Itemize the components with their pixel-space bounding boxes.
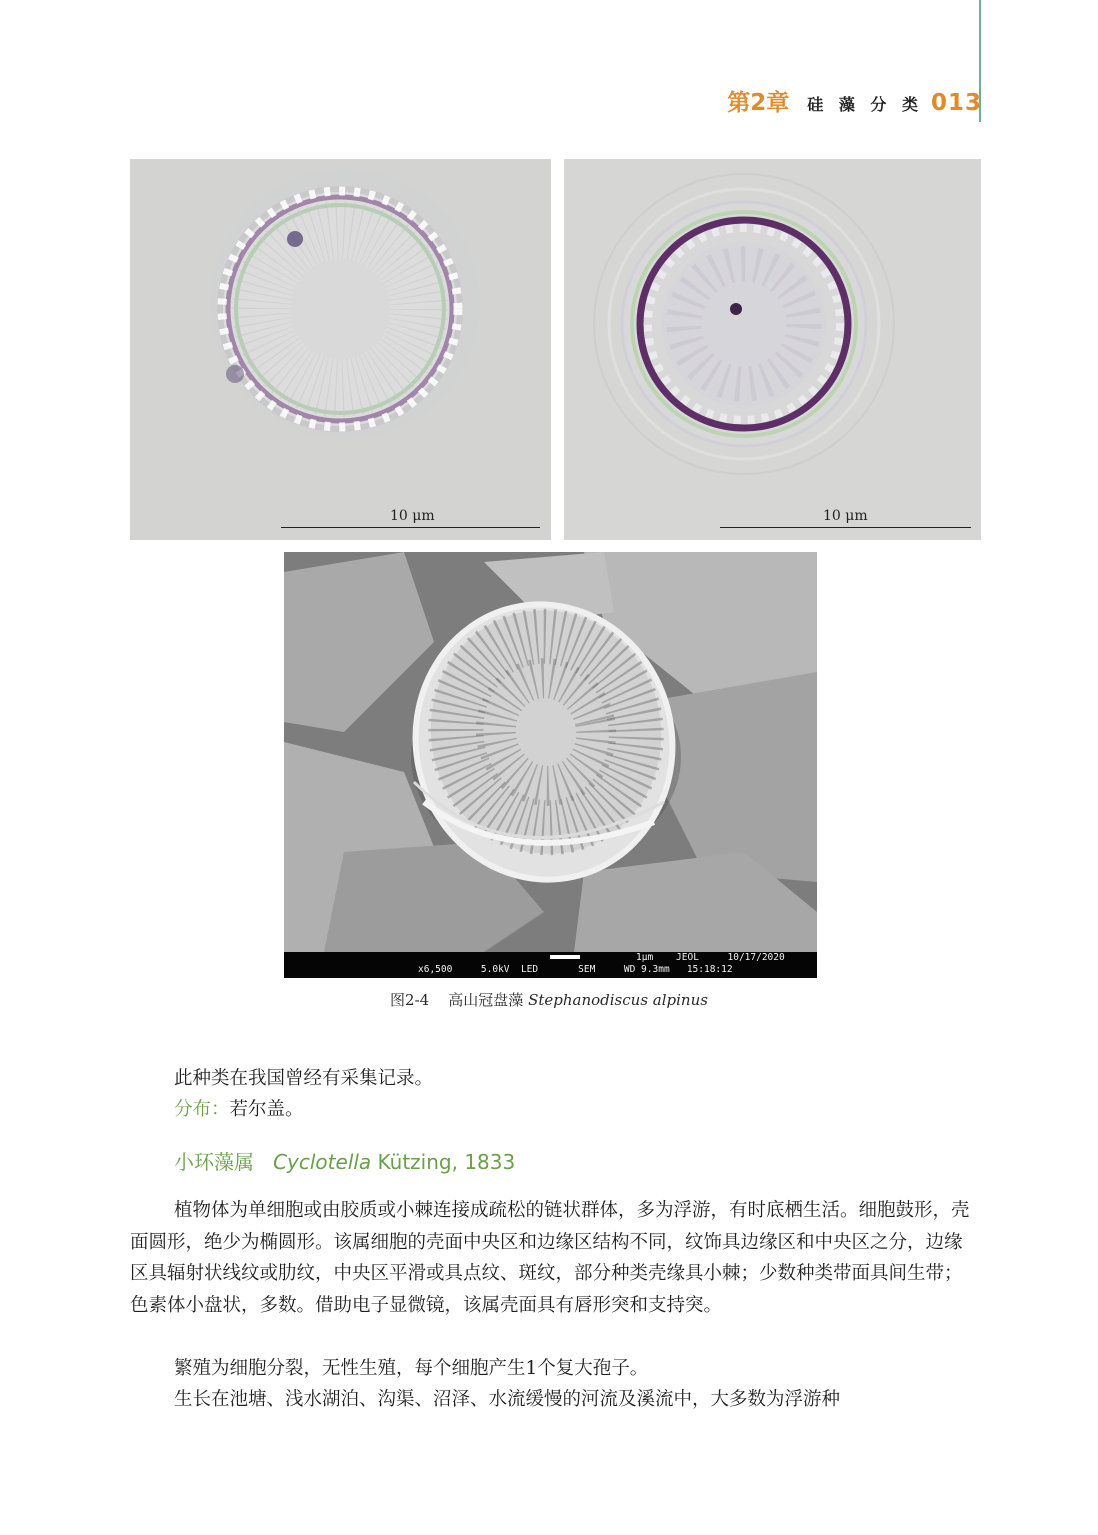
- record-sentence: 此种类在我国曾经有采集记录。: [174, 1068, 434, 1089]
- light-micrograph-valve-1: [130, 159, 551, 540]
- scale-bar-label: 10 μm: [823, 508, 868, 524]
- light-micrograph-valve-2: [564, 159, 981, 540]
- chapter-label: 第2章: [727, 90, 790, 116]
- scale-bar-label: 10 μm: [390, 508, 435, 524]
- caption-number: 图2-4: [390, 991, 430, 1009]
- distribution-label: 分布：: [174, 1099, 230, 1120]
- genus-description-paragraph: 植物体为单细胞或由胶质或小棘连接成疏松的链状群体，多为浮游，有时底栖生活。细胞鼓形，壳面圆形，绝少为椭圆形。该属细胞的壳面中央区和边缘区结构不同，纹饰具边缘区和中央区之分，边缘区具辐射状线纹或肋纹，中央区平滑或具点纹、斑纹，部分种类壳缘具小棘；少数种类带面具间生带；色素体小盘状，多数。借助电子显微镜，该属壳面具有唇形突和支持突。: [130, 1200, 970, 1316]
- distribution-value: 若尔盖。: [229, 1099, 304, 1120]
- scale-bar: [281, 527, 540, 528]
- page-number: 013: [930, 90, 982, 116]
- reproduction-paragraph: 繁殖为细胞分裂，无性生殖，每个细胞产生1个复大孢子。: [174, 1358, 649, 1379]
- sem-info-line-1: 1μm JEOL 10/17/2020: [636, 952, 785, 963]
- sem-info-line-2: x6,500 5.0kV LED SEM WD 9.3mm 15:18:12: [418, 964, 733, 975]
- genus-latin-name: Cyclotella: [273, 1150, 372, 1174]
- sem-scale-bar: [550, 955, 580, 959]
- scale-bar: [720, 527, 971, 528]
- running-header: [727, 84, 982, 124]
- figure-caption: [0, 989, 1098, 1010]
- distribution-line: [174, 1094, 1024, 1126]
- genus-chinese-name: 小环藻属: [174, 1150, 254, 1174]
- genus-heading: [174, 1146, 515, 1175]
- caption-latin-name: Stephanodiscus alpinus: [528, 991, 708, 1009]
- caption-chinese-name: 高山冠盘藻: [448, 991, 524, 1009]
- sem-micrograph: [284, 552, 817, 978]
- sem-data-bar: [284, 952, 817, 978]
- genus-author: Kützing, 1833: [377, 1150, 516, 1174]
- section-title: 硅 藻 分 类: [807, 95, 923, 114]
- habitat-paragraph: 生长在池塘、浅水湖泊、沟渠、沼泽、水流缓慢的河流及溪流中，大多数为浮游种: [174, 1389, 841, 1410]
